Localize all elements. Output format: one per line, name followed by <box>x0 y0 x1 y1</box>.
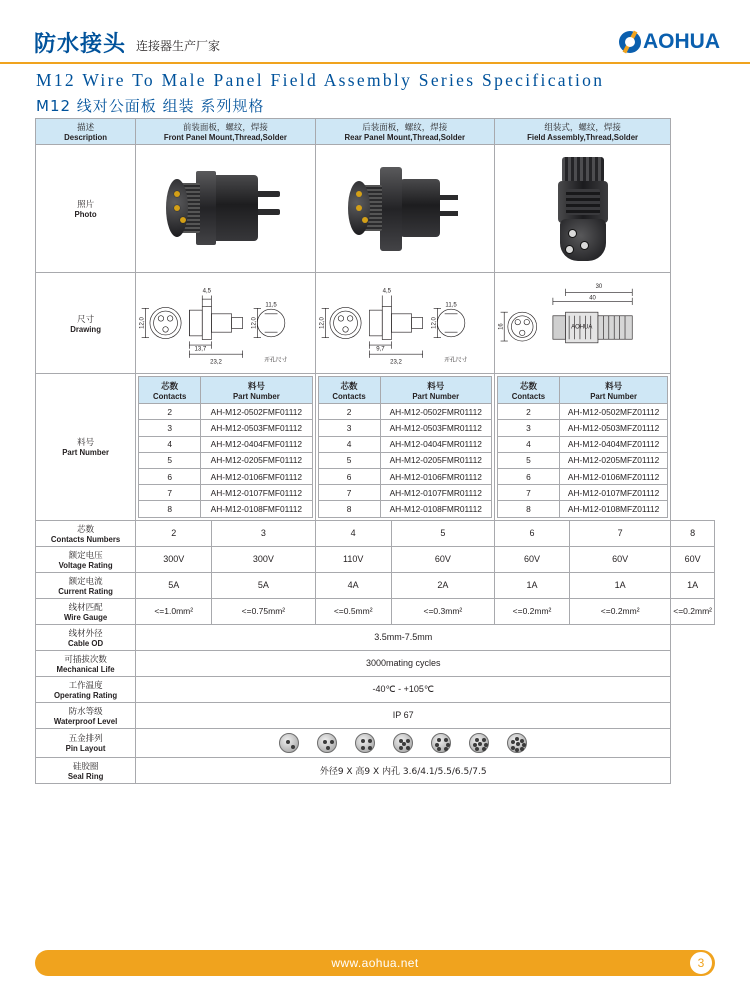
contact-pin-icon <box>174 205 180 211</box>
table-row <box>318 420 491 436</box>
table-row <box>139 501 312 517</box>
wire-gauge-value: <=0.75mm² <box>212 598 315 624</box>
drawing-logo-text: AOHUA <box>571 324 593 331</box>
pn-contacts: 8 <box>139 501 201 517</box>
solder-tail-icon <box>438 211 458 216</box>
pin-layout-4-icon <box>355 733 375 753</box>
pin-layout-5-icon <box>393 733 413 753</box>
contacts-value: 6 <box>494 520 569 546</box>
contacts-value: 3 <box>212 520 315 546</box>
contacts-value: 8 <box>671 520 715 546</box>
pn-contacts: 7 <box>139 485 201 501</box>
table-row-current-rating <box>36 572 715 598</box>
table-row-voltage-rating <box>36 546 715 572</box>
page-title-cn: M12 线对公面板 组装 系列规格 <box>36 97 265 115</box>
table-row-contacts-numbers <box>36 520 715 546</box>
seal-ring-value: 外径9 X 高9 X 内孔 3.6/4.1/5.5/6.5/7.5 <box>136 757 671 783</box>
pn-value: AH-M12-0404FMF01112 <box>201 436 312 452</box>
table-row <box>139 468 312 484</box>
contacts-value: 5 <box>391 520 494 546</box>
pn-contacts: 5 <box>318 452 380 468</box>
dim-field-40: 40 <box>589 295 596 302</box>
col-header-front: 前装面板，螺纹，焊接 Front Panel Mount,Thread,Solder <box>136 119 315 145</box>
pn-value: AH-M12-0107FMR01112 <box>380 485 491 501</box>
voltage-value: 300V <box>136 546 212 572</box>
solder-tail-icon <box>256 209 280 215</box>
wire-gauge-value: <=0.5mm² <box>315 598 391 624</box>
table-row-drawing <box>36 273 715 374</box>
pn-contacts: 6 <box>497 468 559 484</box>
row-label-part-number: 料号 Part Number <box>36 374 136 521</box>
row-label-cable-od: 线材外径 Cable OD <box>36 624 136 650</box>
voltage-value: 60V <box>671 546 715 572</box>
pn-value: AH-M12-0503FMF01112 <box>201 420 312 436</box>
photo-front-panel-connector <box>136 145 315 273</box>
table-row <box>497 468 667 484</box>
page-footer <box>35 950 715 976</box>
wire-gauge-value: <=1.0mm² <box>136 598 212 624</box>
voltage-value: 60V <box>494 546 569 572</box>
photo-field-assembly-connector <box>494 145 670 273</box>
pn-value: AH-M12-0502MFZ01112 <box>559 404 667 420</box>
table-row <box>139 485 312 501</box>
dim-rear-12-0-right: 12,0 <box>431 317 438 329</box>
pn-contacts: 3 <box>139 420 201 436</box>
connector-shell <box>558 181 608 223</box>
current-value: 1A <box>671 572 715 598</box>
pn-value: AH-M12-0404MFZ01112 <box>559 436 667 452</box>
pn-value: AH-M12-0503FMR01112 <box>380 420 491 436</box>
pin-layout-cell <box>136 728 671 757</box>
pin-layout-3-icon <box>317 733 337 753</box>
pn-value: AH-M12-0107MFZ01112 <box>559 485 667 501</box>
dim-rear-9-7: 9,7 <box>375 346 385 353</box>
contact-pin-icon <box>356 191 362 197</box>
table-row <box>139 420 312 436</box>
pn-contacts: 4 <box>318 436 380 452</box>
pn-contacts: 7 <box>497 485 559 501</box>
pn-contacts: 3 <box>497 420 559 436</box>
socket-hole-icon <box>565 245 574 254</box>
website-url[interactable]: www.aohua.net <box>331 956 419 970</box>
drawing-field <box>494 273 670 374</box>
operating-rating-value: -40℃ - +105℃ <box>136 676 671 702</box>
page-number: 3 <box>689 951 713 975</box>
pn-value: AH-M12-0404FMR01112 <box>380 436 491 452</box>
row-label-pin-layout: 五金排列 Pin Layout <box>36 728 136 757</box>
company-logo <box>619 30 720 54</box>
pn-contacts: 4 <box>497 436 559 452</box>
current-value: 5A <box>212 572 315 598</box>
pn-header-contacts: 芯数 Contacts <box>318 377 380 404</box>
current-value: 1A <box>570 572 671 598</box>
connector-body <box>212 175 258 241</box>
row-label-wire-gauge: 线材匹配 Wire Gauge <box>36 598 136 624</box>
pn-contacts: 2 <box>497 404 559 420</box>
pn-value: AH-M12-0108FMR01112 <box>380 501 491 517</box>
pin-layout-7-icon <box>469 733 489 753</box>
contact-pin-icon <box>174 191 180 197</box>
contact-pin-icon <box>362 217 368 223</box>
connector-image-front <box>166 161 284 257</box>
solder-tail-icon <box>256 191 280 197</box>
pn-header-partnumber: 料号 Part Number <box>559 377 667 404</box>
table-row <box>497 485 667 501</box>
contacts-value: 7 <box>570 520 671 546</box>
pn-value: AH-M12-0205MFZ01112 <box>559 452 667 468</box>
voltage-value: 60V <box>391 546 494 572</box>
pn-header-row <box>139 377 312 404</box>
pin-layout-2-icon <box>279 733 299 753</box>
dim-rear-note: 开孔尺寸 <box>443 357 467 364</box>
dim-front-note: 开孔尺寸 <box>264 357 288 364</box>
socket-hole-icon <box>580 241 589 250</box>
table-row-part-number <box>36 374 715 521</box>
current-value: 2A <box>391 572 494 598</box>
pn-contacts: 7 <box>318 485 380 501</box>
table-row-waterproof-level <box>36 702 715 728</box>
table-row <box>497 404 667 420</box>
voltage-value: 110V <box>315 546 391 572</box>
contact-pin-icon <box>180 217 186 223</box>
pn-contacts: 6 <box>318 468 380 484</box>
pn-value: AH-M12-0108MFZ01112 <box>559 501 667 517</box>
dim-front-23-2: 23,2 <box>210 359 223 366</box>
pn-contacts: 5 <box>139 452 201 468</box>
col-header-rear: 后装面板，螺纹，焊接 Rear Panel Mount,Thread,Solder <box>315 119 494 145</box>
logo-mark-icon <box>619 31 641 53</box>
pn-value: AH-M12-0106FMR01112 <box>380 468 491 484</box>
current-value: 4A <box>315 572 391 598</box>
table-row-photo <box>36 145 715 273</box>
table-row <box>139 436 312 452</box>
dim-rear-23-2: 23,2 <box>389 359 402 366</box>
pin-layout-6-icon <box>431 733 451 753</box>
row-label-seal-ring: 硅胶圈 Seal Ring <box>36 757 136 783</box>
voltage-value: 300V <box>212 546 315 572</box>
pn-value: AH-M12-0106MFZ01112 <box>559 468 667 484</box>
table-row-cable-od <box>36 624 715 650</box>
pn-contacts: 6 <box>139 468 201 484</box>
dim-front-4-5: 4,5 <box>202 288 212 295</box>
pn-value: AH-M12-0108FMF01112 <box>201 501 312 517</box>
drawing-rear-svg <box>318 275 492 371</box>
drawing-rear <box>315 273 494 374</box>
contact-pin-icon <box>356 205 362 211</box>
pn-value: AH-M12-0107FMF01112 <box>201 485 312 501</box>
dim-front-12-0-right: 12,0 <box>251 317 258 329</box>
drawing-front-svg <box>138 275 312 371</box>
table-row <box>318 404 491 420</box>
table-row-mechanical-life <box>36 650 715 676</box>
table-row-pin-layout <box>36 728 715 757</box>
row-label-current-rating: 额定电流 Current Rating <box>36 572 136 598</box>
table-row <box>318 452 491 468</box>
table-row <box>497 501 667 517</box>
pn-contacts: 8 <box>318 501 380 517</box>
dim-front-12-0-left: 12,0 <box>139 317 146 329</box>
table-row <box>497 436 667 452</box>
waterproof-level-value: IP 67 <box>136 702 671 728</box>
pn-contacts: 3 <box>318 420 380 436</box>
row-label-contacts-numbers: 芯数 Contacts Numbers <box>36 520 136 546</box>
row-label-drawing: 尺寸 Drawing <box>36 273 136 374</box>
row-label-description: 描述 Description <box>36 119 136 145</box>
page-title-en: M12 Wire To Male Panel Field Assembly Series Specification <box>36 70 605 90</box>
brand-title-cn: 防水接头 <box>34 31 127 57</box>
table-row <box>139 452 312 468</box>
pn-header-partnumber: 料号 Part Number <box>201 377 312 404</box>
pn-contacts: 8 <box>497 501 559 517</box>
voltage-value: 60V <box>570 546 671 572</box>
brand-subtitle-cn: 连接器生产厂家 <box>136 38 221 53</box>
row-label-waterproof-level: 防水等级 Waterproof Level <box>36 702 136 728</box>
specification-table <box>35 118 715 784</box>
connector-head <box>560 219 606 261</box>
pn-contacts: 4 <box>139 436 201 452</box>
pn-value: AH-M12-0205FMF01112 <box>201 452 312 468</box>
pn-header-row <box>497 377 667 404</box>
pn-value: AH-M12-0503MFZ01112 <box>559 420 667 436</box>
table-row <box>318 436 491 452</box>
dim-field-16: 16 <box>498 323 505 330</box>
contacts-value: 2 <box>136 520 212 546</box>
table-row-wire-gauge <box>36 598 715 624</box>
page-header <box>0 22 750 64</box>
part-number-table-front <box>136 374 315 521</box>
part-number-table-rear <box>315 374 494 521</box>
wire-gauge-value: <=0.2mm² <box>671 598 715 624</box>
current-value: 5A <box>136 572 212 598</box>
dim-front-11-5: 11,5 <box>265 302 277 309</box>
pn-header-contacts: 芯数 Contacts <box>139 377 201 404</box>
row-label-photo: 照片 Photo <box>36 145 136 273</box>
dim-rear-11-5: 11,5 <box>444 302 457 309</box>
pn-header-contacts: 芯数 Contacts <box>497 377 559 404</box>
table-row <box>318 501 491 517</box>
table-row <box>318 468 491 484</box>
row-label-voltage-rating: 额定电压 Voltage Rating <box>36 546 136 572</box>
pn-value: AH-M12-0502FMF01112 <box>201 404 312 420</box>
pn-value: AH-M12-0106FMF01112 <box>201 468 312 484</box>
dim-field-30: 30 <box>595 283 603 290</box>
wire-gauge-value: <=0.2mm² <box>494 598 569 624</box>
dim-rear-4-5: 4,5 <box>382 288 391 295</box>
pin-layout-8-icon <box>507 733 527 753</box>
pn-header-partnumber: 料号 Part Number <box>380 377 491 404</box>
dim-rear-12-0-left: 12,0 <box>319 317 326 329</box>
cable-od-value: 3.5mm-7.5mm <box>136 624 671 650</box>
logo-text: AOHUA <box>643 30 720 53</box>
connector-body <box>400 179 440 237</box>
pn-contacts: 2 <box>318 404 380 420</box>
pn-value: AH-M12-0205FMR01112 <box>380 452 491 468</box>
pn-value: AH-M12-0502FMR01112 <box>380 404 491 420</box>
pn-contacts: 2 <box>139 404 201 420</box>
table-row <box>139 404 312 420</box>
current-value: 1A <box>494 572 569 598</box>
table-row-seal-ring <box>36 757 715 783</box>
pn-header-row <box>318 377 491 404</box>
table-row-description <box>36 119 715 145</box>
solder-tail-icon <box>438 195 458 200</box>
contacts-value: 4 <box>315 520 391 546</box>
col-header-field: 组装式，螺纹，焊接 Field Assembly,Thread,Solder <box>494 119 670 145</box>
pn-contacts: 5 <box>497 452 559 468</box>
row-label-operating-rating: 工作温度 Operating Rating <box>36 676 136 702</box>
table-row <box>497 420 667 436</box>
wire-gauge-value: <=0.2mm² <box>570 598 671 624</box>
socket-hole-icon <box>568 229 577 238</box>
mechanical-life-value: 3000mating cycles <box>136 650 671 676</box>
table-row <box>497 452 667 468</box>
connector-image-rear <box>346 161 464 257</box>
row-label-mechanical-life: 可插拔次数 Mechanical Life <box>36 650 136 676</box>
dim-front-13-7: 13,7 <box>194 346 207 353</box>
connector-image-field <box>548 153 618 265</box>
part-number-table-field <box>494 374 670 521</box>
wire-gauge-value: <=0.3mm² <box>391 598 494 624</box>
connector-flange <box>380 167 402 251</box>
drawing-front <box>136 273 315 374</box>
table-row-operating-rating <box>36 676 715 702</box>
cap-nut <box>562 157 604 183</box>
photo-rear-panel-connector <box>315 145 494 273</box>
drawing-field-svg <box>497 275 668 371</box>
table-row <box>318 485 491 501</box>
